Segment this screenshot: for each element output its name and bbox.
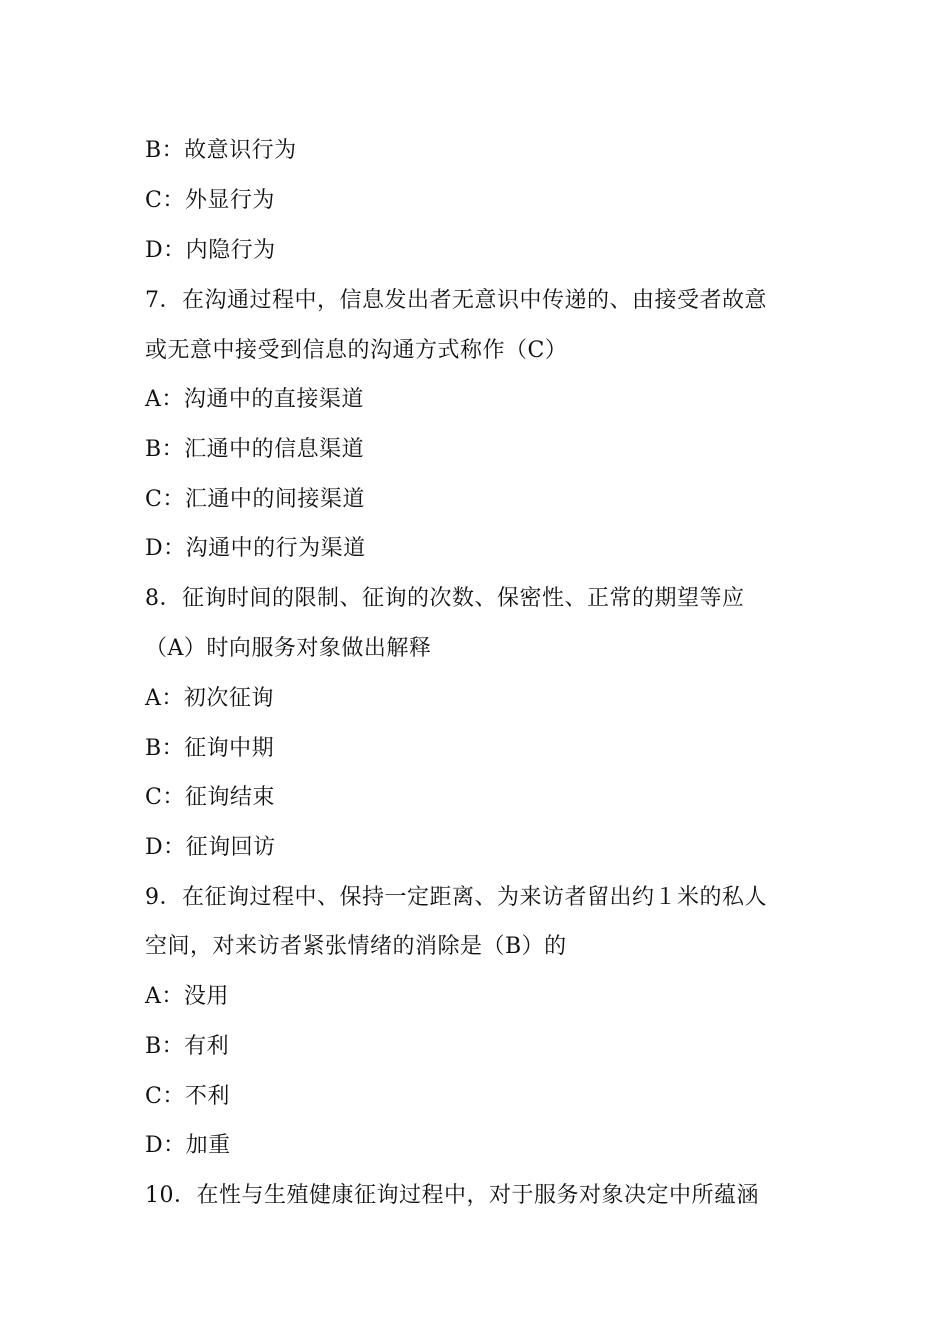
question-text: 空间，对来访者紧张情绪的消除是（B）的 (145, 934, 567, 959)
option-text: C：不利 (145, 1084, 230, 1109)
option-text: B：有利 (145, 1034, 230, 1059)
option-text: B：故意识行为 (145, 138, 297, 163)
question-text: 9．在征询过程中、保持一定距离、为来访者留出约１米的私人 (145, 885, 767, 910)
question-text: 10．在性与生殖健康征询过程中，对于服务对象决定中所蕴涵 (145, 1183, 759, 1208)
option-text: C：汇通中的间接渠道 (145, 487, 365, 512)
option-text: D：内隐行为 (145, 238, 276, 263)
option-text: D：加重 (145, 1133, 231, 1158)
option-text: A：沟通中的直接渠道 (145, 387, 364, 412)
question-text: 或无意中接受到信息的沟通方式称作（C） (145, 338, 568, 363)
question-text: 8．征询时间的限制、征询的次数、保密性、正常的期望等应 (145, 586, 745, 611)
option-text: D：征询回访 (145, 835, 276, 860)
option-text: A：初次征询 (145, 686, 274, 711)
option-text: C：征询结束 (145, 785, 275, 810)
option-text: D：沟通中的行为渠道 (145, 536, 366, 561)
option-text: C：外显行为 (145, 188, 275, 213)
option-text: B：汇通中的信息渠道 (145, 437, 365, 462)
option-text: A：没用 (145, 984, 229, 1009)
question-text: （A）时向服务对象做出解释 (145, 636, 432, 661)
question-text: 7．在沟通过程中，信息发出者无意识中传递的、由接受者故意 (145, 288, 767, 313)
option-text: B：征询中期 (145, 736, 275, 761)
